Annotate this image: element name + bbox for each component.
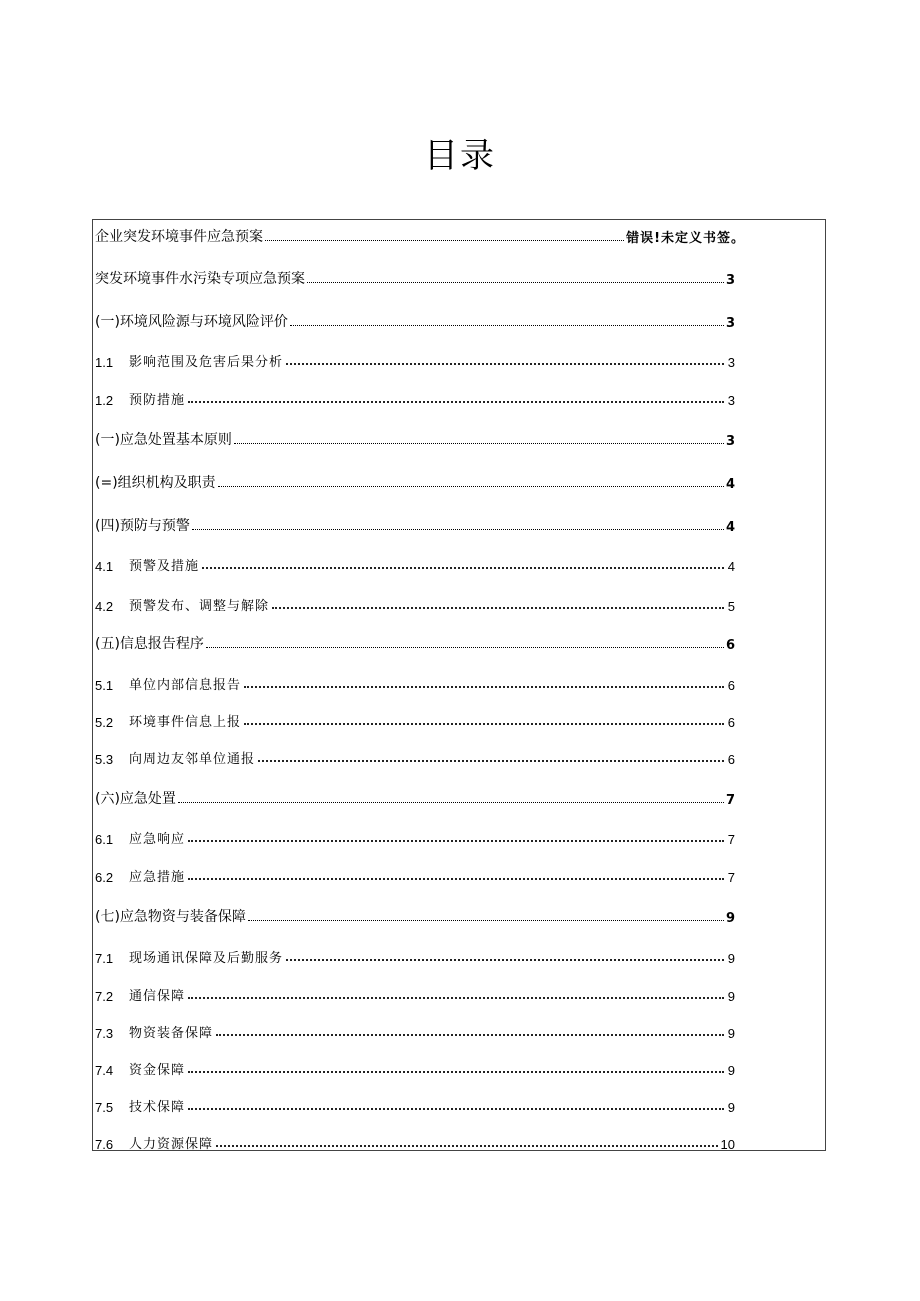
toc-entry-number: 7.3	[95, 1026, 114, 1041]
toc-entry-number: 7.1	[95, 951, 114, 966]
toc-entry-title: (=)组织机构及职责	[95, 475, 216, 491]
toc-entry-number: 6.2	[95, 870, 114, 885]
toc-entry[interactable]	[95, 224, 745, 246]
toc-entry-page: 3	[725, 273, 735, 288]
toc-entry-number: 5.3	[95, 752, 114, 767]
toc-entry-page: 3	[727, 355, 735, 370]
toc-dot-leader	[244, 722, 724, 725]
toc-entry-title: 向周边友邻单位通报	[129, 752, 256, 767]
toc-entry-title: 突发环境事件水污染专项应急预案	[95, 271, 305, 287]
toc-entry-page: 9	[727, 1100, 735, 1115]
toc-entry-title: 资金保障	[129, 1063, 186, 1078]
toc-entry[interactable]	[95, 708, 735, 730]
toc-entry[interactable]	[95, 1130, 735, 1152]
toc-entry[interactable]	[95, 552, 735, 574]
toc-entry[interactable]	[95, 427, 735, 449]
toc-entry[interactable]	[95, 1019, 735, 1041]
toc-entry-title: (五)信息报告程序	[95, 636, 204, 652]
toc-entry-title: 现场通讯保障及后勤服务	[129, 951, 284, 966]
toc-entry-title: (一)应急处置基本原则	[95, 432, 232, 448]
toc-entry-title: 应急响应	[129, 832, 186, 847]
toc-entry-number: 4.2	[95, 599, 114, 614]
toc-entry-page: 6	[727, 752, 735, 767]
toc-entry-page: 5	[727, 599, 735, 614]
toc-entry-number: 1.1	[95, 355, 114, 370]
toc-entry-number: 1.2	[95, 393, 114, 408]
toc-entry-title: 环境事件信息上报	[129, 715, 242, 730]
toc-entry[interactable]	[95, 745, 735, 767]
toc-entry-title: 预警发布、调整与解除	[129, 599, 270, 614]
toc-entry-title: 企业突发环境事件应急预案	[95, 229, 263, 245]
toc-entry-page: 9	[727, 1026, 735, 1041]
toc-entry-number: 5.1	[95, 678, 114, 693]
toc-entry-number: 6.1	[95, 832, 114, 847]
toc-entry[interactable]	[95, 631, 735, 653]
toc-entry-page: 6	[725, 638, 735, 653]
toc-dot-leader	[286, 958, 724, 961]
toc-entry-page: 6	[727, 715, 735, 730]
toc-entry-title: 通信保障	[129, 989, 186, 1004]
toc-entry-page: 4	[725, 520, 735, 535]
toc-entry-number: 7.4	[95, 1063, 114, 1078]
toc-entry-title: 影响范围及危害后果分析	[129, 355, 284, 370]
toc-dot-leader	[216, 1144, 718, 1147]
toc-entry-title: 单位内部信息报告	[129, 678, 242, 693]
toc-entry[interactable]	[95, 348, 735, 370]
toc-entry-page: 3	[725, 434, 735, 449]
toc-dot-leader	[234, 442, 724, 444]
toc-entry-title: 预警及措施	[129, 559, 200, 574]
toc-entry-title: (六)应急处置	[95, 791, 176, 807]
toc-entry-title: 预防措施	[129, 393, 186, 408]
toc-dot-leader	[248, 919, 724, 921]
toc-entry-page: 9	[727, 951, 735, 966]
toc-entry-page: 7	[727, 870, 735, 885]
toc-entry[interactable]	[95, 309, 735, 331]
toc-entry-page: 7	[727, 832, 735, 847]
toc-dot-leader	[218, 485, 724, 487]
toc-entry-number: 4.1	[95, 559, 114, 574]
toc-entry-title: 应急措施	[129, 870, 186, 885]
toc-entry-title: 物资装备保障	[129, 1026, 214, 1041]
toc-entry[interactable]	[95, 825, 735, 847]
toc-entry[interactable]	[95, 1093, 735, 1115]
page-title: 目录	[424, 136, 496, 176]
toc-entry[interactable]	[95, 863, 735, 885]
toc-entry-page: 6	[727, 678, 735, 693]
toc-entry-page: 3	[727, 393, 735, 408]
toc-entry-page: 9	[727, 989, 735, 1004]
toc-entry-title: 人力资源保障	[129, 1137, 214, 1152]
toc-entry[interactable]	[95, 904, 735, 926]
toc-entry-page: 4	[725, 477, 735, 492]
toc-dot-leader	[188, 1107, 724, 1110]
toc-entry-page: 错误!未定义书签。	[626, 231, 745, 246]
toc-entry-title: (一)环境风险源与环境风险评价	[95, 314, 288, 330]
toc-entry[interactable]	[95, 786, 735, 808]
toc-dot-leader	[188, 400, 724, 403]
toc-entry-page: 10	[720, 1137, 735, 1152]
toc-entry[interactable]	[95, 944, 735, 966]
toc-entry[interactable]	[95, 513, 735, 535]
toc-dot-leader	[244, 685, 724, 688]
toc-dot-leader	[188, 877, 724, 880]
toc-entry-page: 3	[725, 316, 735, 331]
toc-entry-page: 9	[727, 1063, 735, 1078]
toc-entry-number: 5.2	[95, 715, 114, 730]
toc-dot-leader	[188, 996, 724, 999]
toc-dot-leader	[178, 801, 724, 803]
toc-dot-leader	[286, 362, 724, 365]
toc-entry-page: 9	[725, 911, 735, 926]
toc-entry-number: 7.5	[95, 1100, 114, 1115]
toc-dot-leader	[216, 1033, 724, 1036]
toc-dot-leader	[307, 281, 724, 283]
toc-entry[interactable]	[95, 386, 735, 408]
toc-entry[interactable]	[95, 266, 735, 288]
toc-entry-number: 7.6	[95, 1137, 114, 1152]
toc-dot-leader	[272, 606, 724, 609]
toc-entry[interactable]	[95, 592, 735, 614]
toc-dot-leader	[290, 324, 724, 326]
toc-dot-leader	[192, 528, 724, 530]
toc-entry-title: (四)预防与预警	[95, 518, 190, 534]
toc-dot-leader	[265, 239, 624, 241]
toc-entry[interactable]	[95, 1056, 735, 1078]
toc-dot-leader	[188, 839, 724, 842]
table-of-contents	[92, 219, 826, 1151]
toc-dot-leader	[258, 759, 724, 762]
toc-entry-number: 7.2	[95, 989, 114, 1004]
toc-entry-title: 技术保障	[129, 1100, 186, 1115]
toc-entry-page: 7	[725, 793, 735, 808]
toc-entry[interactable]	[95, 470, 735, 492]
toc-dot-leader	[188, 1070, 724, 1073]
toc-entry[interactable]	[95, 982, 735, 1004]
toc-dot-leader	[206, 646, 724, 648]
toc-entry-title: (七)应急物资与装备保障	[95, 909, 246, 925]
toc-entry-page: 4	[727, 559, 735, 574]
toc-entry[interactable]	[95, 671, 735, 693]
toc-dot-leader	[202, 566, 724, 569]
